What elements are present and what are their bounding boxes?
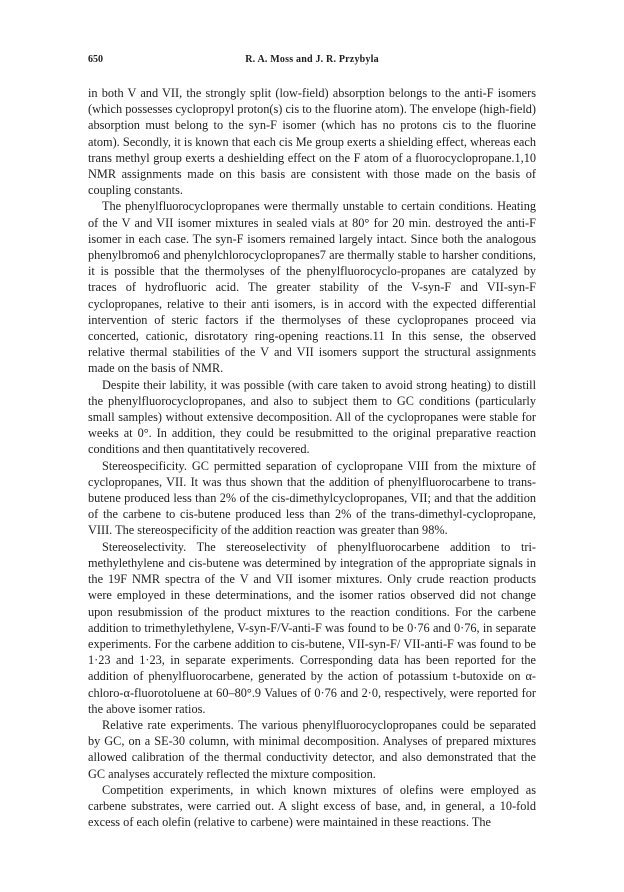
running-head: R. A. Moss and J. R. Przybyla — [245, 54, 379, 65]
body-text — [88, 85, 536, 830]
paragraph-nmr-assignments: in both V and VII, the strongly split (low-field) absorption belongs to the anti-F isomers (which possesses cyclopropyl proton(s) cis to the fluorine atom). The envelope (high-field) absorption must belong to the syn-F isomer (which has no protons cis to the fluorine atom). Secondly, it is known that each cis Me group exerts a shielding effect, whereas each trans methyl group exerts a deshielding effect on the F atom of a fluorocyclopropane.1,10 NMR assignments made on this basis are consistent with those made on the basis of coupling constants. — [88, 86, 536, 198]
paragraph-thermal-stability: The phenylfluorocyclopropanes were thermally unstable to certain conditions. Heating of the V and VII isomer mixtures in sealed vials at 80° for 20 min. destroyed the anti-F isomer in each case. The syn-F isomers remained largely intact. Since both the analogous phenylbromo6 and phenylchlorocyclopropanes7 are thermally stable to harsher conditions, it is possible that the thermolyses of the phenylfluorocyclo-propanes are catalyzed by traces of hydrofluoric acid. The greater stability of the V-syn-F and VII-syn-F cyclopropanes, relative to their anti isomers, is in accord with the expected differential intervention of steric factors if the thermolyses of these cyclopropanes proceed via concerted, cationic, disrotatory ring-opening reactions.11 In this sense, the observed relative thermal stabilities of the V and VII isomers support the structural assignments made on the basis of NMR. — [88, 199, 536, 376]
page-number: 650 — [88, 54, 103, 65]
paragraph-competition: Competition experiments, in which known mixtures of olefins were employed as carbene substrates, were carried out. A slight excess of base, and, in general, a 10-fold excess of each olefin (relative to carbene) were maintained in these reactions. The — [88, 782, 536, 830]
page-header — [88, 54, 536, 68]
paragraph-stereoselectivity: Stereoselectivity. The stereoselectivity of phenylfluorocarbene addition to tri-methylethylene and cis-butene was determined by integration of the appropriate signals in the 19F NMR spectra of the V and VII isomer mixtures. Only crude reaction products were employed in these determinations, and the isomer ratios observed did not change upon resubmission of the product mixtures to the reaction conditions. For the carbene addition to trimethylethylene, V-syn-F/V-anti-F was found to be 0·76 and 0·76, in separate experiments. For the carbene addition to cis-butene, VII-syn-F/ VII-anti-F was found to be 1·23 and 1·23, in separate experiments. Corresponding data has been reported for the addition of phenylfluorocarbene, generated by the action of potassium t-butoxide on α-chloro-α-fluorotoluene at 60–80°.9 Values of 0·76 and 2·0, respectively, were reported for the above isomer ratios. — [88, 539, 536, 716]
paragraph-relative-rate: Relative rate experiments. The various phenylfluorocyclopropanes could be separated by GC, on a SE-30 column, with minimal decomposition. Analyses of prepared mixtures allowed calibration of the thermal conductivity detector, and also demonstrated that the GC analyses accurately reflected the mixture composition. — [88, 717, 536, 781]
paragraph-stereospecificity: Stereospecificity. GC permitted separation of cyclopropane VIII from the mixture of cyclopropanes, VII. It was thus shown that the addition of phenylfluorocarbene to trans-butene produced less than 2% of the cis-dimethylcyclopropanes, VII; and that the addition of the carbene to cis-butene produced less than 2% of the trans-dimethyl-cyclopropane, VIII. The stereospecificity of the addition reaction was greater than 98%. — [88, 458, 536, 538]
paragraph-lability: Despite their lability, it was possible (with care taken to avoid strong heating) to distill the phenylfluorocyclopropanes, and also to subject them to GC conditions (particularly small samples) without extensive decomposition. All of the cyclopropanes were stable for weeks at 0°. In addition, they could be resubmitted to the original preparative reaction conditions and then quantitatively recovered. — [88, 377, 536, 457]
